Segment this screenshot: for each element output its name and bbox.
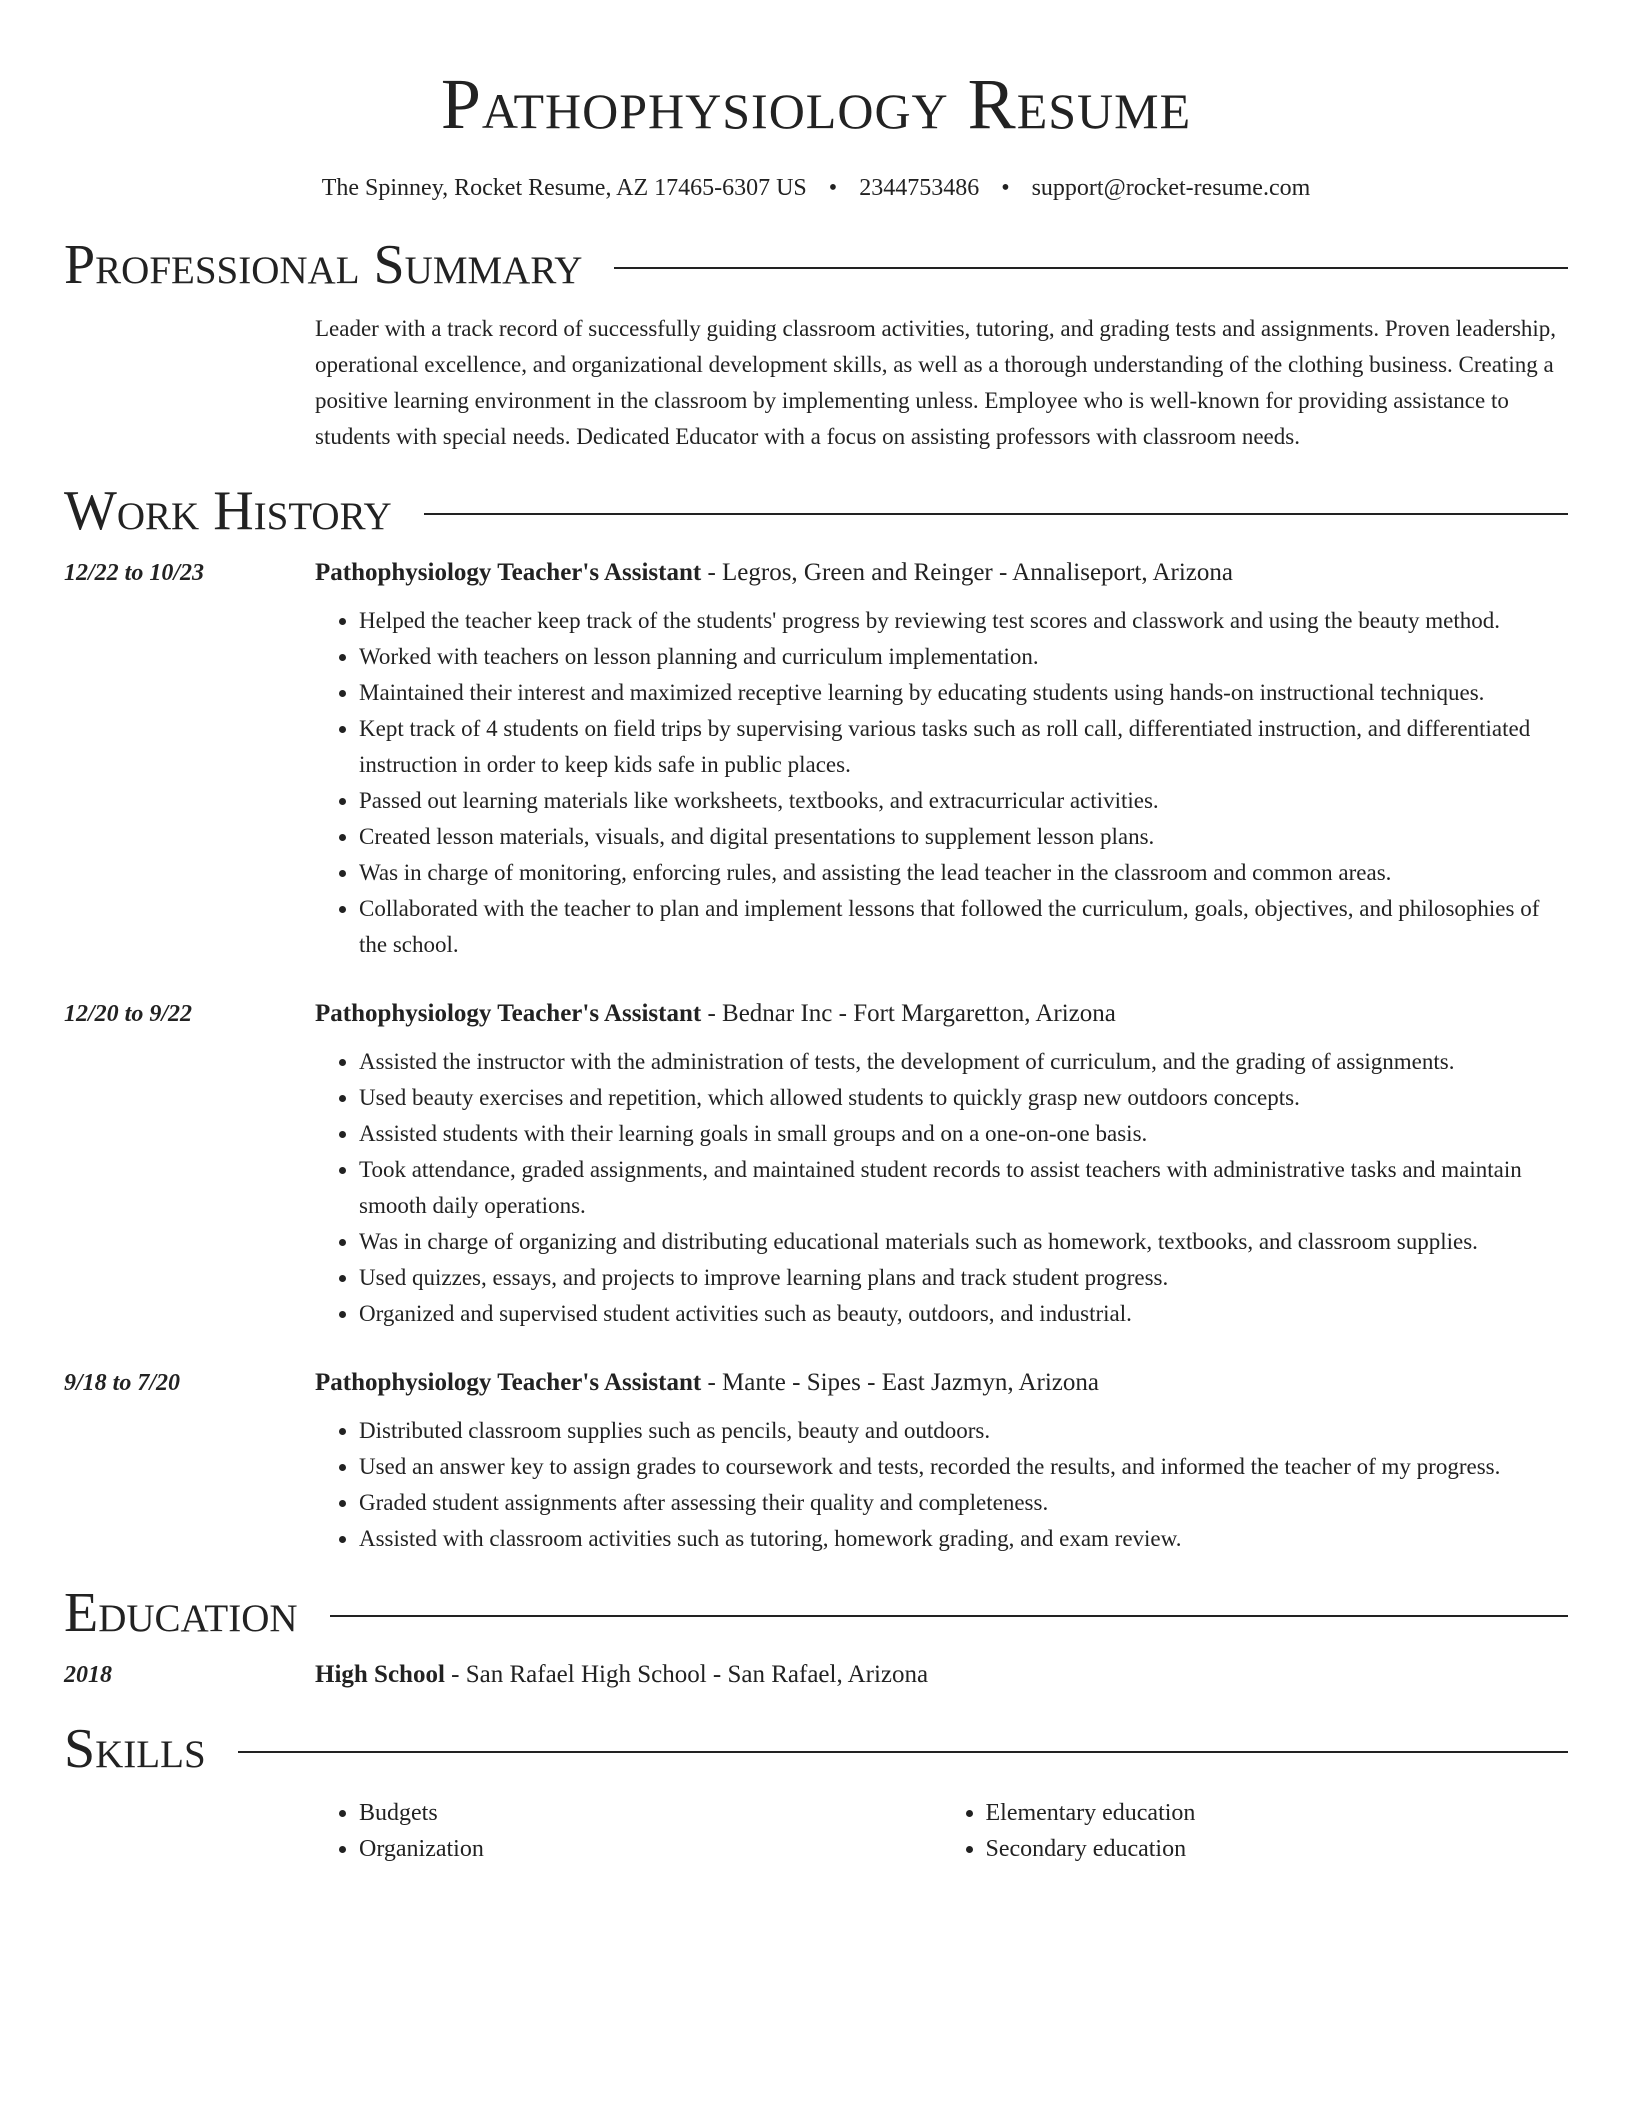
contact-separator: • bbox=[1001, 175, 1010, 201]
list-item: • Collaborated with the teacher to plan and implement lessons that followed the curriculum, goals, objectives, and philosophies of the school. bbox=[359, 891, 1568, 963]
contact-address: The Spinney, Rocket Resume, AZ 17465-6307 US bbox=[321, 175, 807, 201]
education-heading bbox=[315, 1657, 1568, 1693]
list-item: • Kept track of 4 students on field trips by supervising various tasks such as roll call, differentiated instruction, and differentiated instruction in order to keep kids safe in public places. bbox=[359, 711, 1568, 783]
job-bullets bbox=[315, 1413, 1568, 1557]
list-item: • Created lesson materials, visuals, and digital presentations to supplement lesson plans. bbox=[359, 819, 1568, 855]
list-item: • Assisted with classroom activities such as tutoring, homework grading, and exam review. bbox=[359, 1521, 1568, 1557]
list-item: • Helped the teacher keep track of the students' progress by reviewing test scores and classwork and using the beauty method. bbox=[359, 603, 1568, 639]
list-item: • Was in charge of organizing and distributing educational materials such as homework, textbooks, and classroom supplies. bbox=[359, 1224, 1568, 1260]
job-details: - Mante - Sipes - East Jazmyn, Arizona bbox=[701, 1369, 1100, 1396]
job-dates: 12/20 to 9/22 bbox=[64, 1001, 193, 1027]
list-item: • Worked with teachers on lesson planning and curriculum implementation. bbox=[359, 639, 1568, 675]
skills-column-left bbox=[315, 1795, 942, 1867]
job-bullets bbox=[315, 603, 1568, 963]
section-title: Skills bbox=[64, 1718, 206, 1780]
resume-page bbox=[64, 0, 1568, 1867]
job-title: Pathophysiology Teacher's Assistant bbox=[315, 559, 702, 586]
list-item: • Assisted the instructor with the administration of tests, the development of curriculum, and the grading of assignments. bbox=[359, 1044, 1568, 1080]
job-details: - Bednar Inc - Fort Margaretton, Arizona bbox=[701, 1000, 1116, 1027]
skill-item: • Organization bbox=[359, 1831, 942, 1867]
job-entry bbox=[64, 996, 1568, 1332]
summary-text: Leader with a track record of successfully guiding classroom activities, tutoring, and grading tests and assignments. Proven leadership, operational excellence, and organizational development skills, as well as a thorough understanding of the clothing business. Creating a positive learning environment in the classroom by implementing unless. Employee who is well-known for providing assistance to students with special needs. Dedicated Educator with a focus on assisting professors with classroom needs. bbox=[315, 316, 1557, 449]
contact-email: support@rocket-resume.com bbox=[1031, 175, 1311, 201]
section-education-heading bbox=[64, 1581, 1568, 1645]
skills-column-right bbox=[942, 1795, 1569, 1867]
education-entry bbox=[64, 1657, 1568, 1693]
list-item: • Used quizzes, essays, and projects to improve learning plans and track student progress. bbox=[359, 1260, 1568, 1296]
education-details: - San Rafael High School - San Rafael, Arizona bbox=[444, 1661, 929, 1688]
list-item: • Distributed classroom supplies such as pencils, beauty and outdoors. bbox=[359, 1413, 1568, 1449]
section-summary-heading bbox=[64, 233, 1568, 297]
job-dates: 9/18 to 7/20 bbox=[64, 1370, 181, 1396]
education-year: 2018 bbox=[64, 1662, 112, 1688]
section-work-heading bbox=[64, 479, 1568, 543]
skill-item: • Secondary education bbox=[986, 1831, 1569, 1867]
skill-item: • Elementary education bbox=[986, 1795, 1569, 1831]
job-dates: 12/22 to 10/23 bbox=[64, 560, 205, 586]
list-item: • Assisted students with their learning goals in small groups and on a one-on-one basis. bbox=[359, 1116, 1568, 1152]
skills-list bbox=[315, 1795, 1568, 1867]
contact-separator: • bbox=[828, 175, 838, 201]
section-skills-heading bbox=[64, 1717, 1568, 1781]
job-heading bbox=[315, 1365, 1568, 1401]
job-title: Pathophysiology Teacher's Assistant bbox=[315, 1369, 702, 1396]
education-degree: High School bbox=[315, 1661, 445, 1688]
section-rule bbox=[238, 1751, 1568, 1753]
contact-line bbox=[64, 173, 1568, 203]
resume-title: Pathophysiology Resume bbox=[440, 64, 1192, 144]
list-item: • Used beauty exercises and repetition, which allowed students to quickly grasp new outdoors concepts. bbox=[359, 1080, 1568, 1116]
section-title: Professional Summary bbox=[64, 234, 583, 296]
job-title: Pathophysiology Teacher's Assistant bbox=[315, 1000, 702, 1027]
list-item: • Organized and supervised student activities such as beauty, outdoors, and industrial. bbox=[359, 1296, 1568, 1332]
section-title: Work History bbox=[64, 480, 392, 542]
section-rule bbox=[614, 267, 1568, 269]
job-bullets bbox=[315, 1044, 1568, 1332]
list-item: • Used an answer key to assign grades to coursework and tests, recorded the results, and informed the teacher of my progress. bbox=[359, 1449, 1568, 1485]
job-heading bbox=[315, 996, 1568, 1032]
list-item: • Was in charge of monitoring, enforcing rules, and assisting the lead teacher in the classroom and common areas. bbox=[359, 855, 1568, 891]
job-entry bbox=[64, 1365, 1568, 1557]
contact-phone: 2344753486 bbox=[859, 175, 980, 201]
section-title: Education bbox=[64, 1582, 298, 1644]
skill-item: • Budgets bbox=[359, 1795, 942, 1831]
list-item: • Maintained their interest and maximized receptive learning by educating students using hands-on instructional techniques. bbox=[359, 675, 1568, 711]
list-item: • Graded student assignments after assessing their quality and completeness. bbox=[359, 1485, 1568, 1521]
job-details: - Legros, Green and Reinger - Annaliseport, Arizona bbox=[701, 559, 1233, 586]
section-rule bbox=[424, 513, 1568, 515]
section-rule bbox=[330, 1615, 1568, 1617]
job-entry bbox=[64, 555, 1568, 963]
list-item: • Took attendance, graded assignments, and maintained student records to assist teachers with administrative tasks and maintain smooth daily operations. bbox=[359, 1152, 1568, 1224]
list-item: • Passed out learning materials like worksheets, textbooks, and extracurricular activities. bbox=[359, 783, 1568, 819]
job-heading bbox=[315, 555, 1568, 591]
